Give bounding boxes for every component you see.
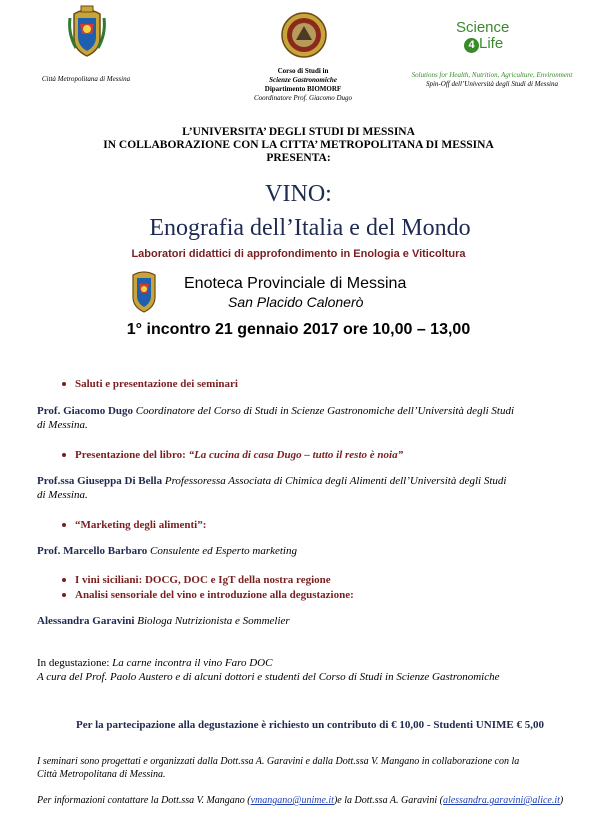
speaker4-name: Alessandra Garavini (37, 615, 135, 627)
page-subtitle: Enografia dell’Italia e del Mondo (149, 215, 471, 241)
speaker1-role2: di Messina. (37, 419, 88, 431)
tasting-colon: : (106, 657, 110, 669)
science4life-logo (456, 20, 526, 60)
venue-name: Enoteca Provinciale di Messina (184, 275, 407, 292)
speaker1 (37, 404, 567, 432)
university-seal (281, 12, 327, 58)
tasting-block (37, 656, 577, 684)
bullet-item2 (62, 453, 66, 457)
footer-note (37, 755, 587, 781)
speaker4 (37, 614, 567, 628)
contact-mid: )e la Dott.ssa A. Garavini ( (333, 795, 443, 806)
intro-line2: IN COLLABORAZIONE CON LA CITTA’ METROPOLITANA DI MESSINA (103, 139, 494, 151)
speaker2-role: Professoressa Associata di Chimica degli Alimenti dell’Università degli Studi (164, 475, 507, 487)
logo-number: 4 (464, 38, 479, 53)
center-caption (228, 67, 378, 103)
program-item2 (75, 448, 575, 462)
speaker2-role2: di Messina. (37, 489, 88, 501)
green-tagline: Solutions for Health, Nutrition, Agriculture, Environment (411, 71, 573, 79)
footer-note-line1: I seminari sono progettati e organizzati dalla Dott.ssa A. Garavini e dalla Dott.ssa V. Mangano in collaborazione con la (37, 756, 520, 767)
logo-word-life: Life (479, 35, 504, 52)
contact-suffix: ) (559, 795, 564, 806)
logo-word-science: Science (456, 19, 510, 36)
speaker2-name: Prof.ssa Giuseppa Di Bella (37, 475, 163, 487)
speaker3-role: Consulente ed Esperto marketing (150, 545, 297, 557)
left-caption: Città Metropolitana di Messina (41, 75, 131, 83)
bullet-item1 (62, 382, 66, 386)
footer-note-line2: Città Metropolitana di Messina. (37, 769, 166, 780)
province-crest (127, 269, 161, 315)
speaker1-name: Prof. Giacomo Dugo (37, 405, 134, 417)
page-title: VINO: (265, 181, 332, 207)
center-caption-line3: Dipartimento BIOMORF (264, 85, 342, 93)
bullet-item5 (62, 593, 66, 597)
center-caption-line4: Coordinatore Prof. Giacomo Dugo (254, 94, 352, 102)
center-caption-line2: Scienze Gastronomiche (269, 76, 337, 84)
center-caption-line1: Corso di Studi in (277, 67, 329, 75)
contact-prefix: Per informazioni contattare la Dott.ssa V. Mangano ( (37, 795, 251, 806)
email-mangano-link[interactable]: vmangano@unime.it (250, 795, 334, 806)
tasting-credits: A cura del Prof. Paolo Austero e di alcuni dottori e studenti del Corso di Studi in Scienze Gastronomiche (37, 671, 500, 683)
date-line: 1° incontro 21 gennaio 2017 ore 10,00 – 13,00 (126, 321, 471, 338)
item2-title: “La cucina di casa Dugo – tutto il resto è noia” (188, 449, 404, 461)
program-item4: I vini siciliani: DOCG, DOC e IgT della nostra regione (75, 574, 331, 586)
bullet-item4 (62, 578, 66, 582)
crest-left (66, 4, 108, 60)
intro-block (0, 126, 597, 165)
contact-line (37, 794, 597, 807)
tagline: Laboratori didattici di approfondimento in Enologia e Viticoltura (131, 248, 466, 260)
speaker1-role: Coordinatore del Corso di Studi in Scienze Gastronomiche dell’Università degli Studi (135, 405, 515, 417)
speaker4-role: Biologa Nutrizionista e Sommelier (137, 615, 290, 627)
bullet-item3 (62, 523, 66, 527)
right-caption: Spin-Off dell’Università degli Studi di Messina (425, 80, 558, 88)
venue-place: San Placido Calonerò (228, 294, 364, 310)
speaker3-name: Prof. Marcello Barbaro (37, 545, 148, 557)
tasting-title: La carne incontra il vino Faro DOC (112, 657, 273, 669)
tasting-label: In degustazione (37, 657, 107, 669)
program-item3: “Marketing degli alimenti”: (75, 519, 207, 531)
fee-note: Per la partecipazione alla degustazione è richiesto un contributo di € 10,00 - Studenti UNIME € 5,00 (76, 719, 544, 731)
program-item1: Saluti e presentazione dei seminari (75, 378, 238, 390)
email-garavini-link[interactable]: alessandra.garavini@alice.it (442, 795, 560, 806)
speaker3 (37, 544, 567, 558)
speaker2 (37, 474, 567, 502)
intro-line3: PRESENTA: (266, 152, 331, 164)
intro-line1: L’UNIVERSITA’ DEGLI STUDI DI MESSINA (182, 126, 415, 138)
item2-prefix: Presentazione del libro: (75, 449, 189, 461)
program-item5: Analisi sensoriale del vino e introduzione alla degustazione: (75, 589, 354, 601)
